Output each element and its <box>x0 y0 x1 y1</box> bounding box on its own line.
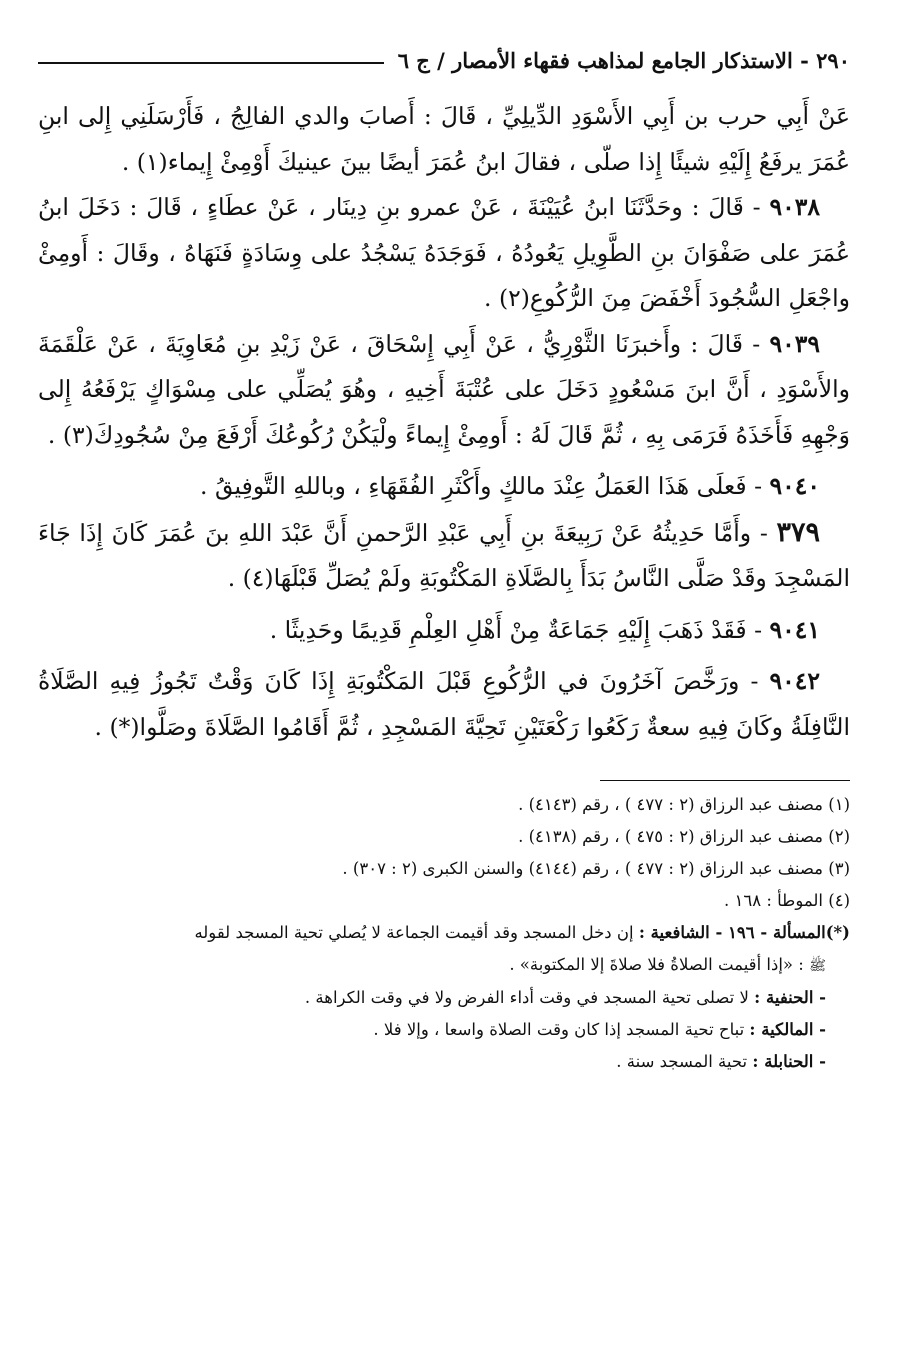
footnote-2: (٢) مصنف عبد الرزاق (٢ : ٤٧٥ ) ، رقم (٤١٣٨) . <box>518 827 850 846</box>
page-header <box>38 40 850 80</box>
paragraph-number: ٩٠٣٨ <box>769 193 820 221</box>
footnotes <box>38 789 850 1078</box>
paragraph-379: ٣٧٩ - وأَمَّا حَدِيثُهُ عَنْ رَبِيعَةَ بنِ أَبِي عَبْدِ الرَّحمنِ أَنَّ عَبْدَ اللهِ بنَ عُمَرَ كَانَ إِذَا جَاءَ المَسْجِدَ وقَدْ صَلَّى النَّاسُ بَدَأَ بِالصَّلَاةِ المَكْتُوبَةِ ولَمْ يُصَلِّ قَبْلَهَا(٤) . <box>38 516 850 592</box>
hadith-quote: : «إذا أقيمت الصلاةُ فلا صلاةَ إلا المكتوبة» . <box>509 955 804 974</box>
footnote-divider <box>600 780 850 781</box>
paragraph-9038: ٩٠٣٨ - قَالَ : وحَدَّثَنَا ابنُ عُيَيْنَةَ ، عَنْ عمرو بنِ دِينَار ، عَنْ عطَاءٍ ، قَالَ : دَخَلَ ابنُ عُمَرَ على صَفْوَانَ بنِ الطَّوِيلِ يَعُودُهُ ، فَوَجَدَهُ يَسْجُدُ على وِسَادَةٍ فَنَهَاهُ ، وقَالَ : أَومِئْ واجْعَلِ السُّجُودَ أَخْفَضَ مِنَ الرُّكُوعِ(٢) . <box>38 193 850 312</box>
book-page <box>38 40 850 1350</box>
masala-hadith <box>38 949 850 982</box>
paragraph-9040: ٩٠٤٠ - فَعلَى هَذَا العَمَلُ عِنْدَ مالكٍ وأَكْثَرِ الفُقَهَاءِ ، وباللهِ التَّوفِيقُ . <box>200 472 820 500</box>
madhhab-label: - المالكية : <box>749 1020 826 1039</box>
masala-note <box>38 917 850 949</box>
paragraph-text: فَقَدْ ذَهَبَ إِلَيْهِ جَمَاعَةٌ مِنْ أَهْلِ العِلْمِ قَدِيمًا وحَدِيثًا . <box>269 615 747 644</box>
paragraph-text: وأَمَّا حَدِيثُهُ عَنْ رَبِيعَةَ بنِ أَبِي عَبْدِ الرَّحمنِ أَنَّ عَبْدَ اللهِ بنَ عُمَرَ كَانَ إِذَا جَاءَ المَسْجِدَ وقَدْ صَلَّى النَّاسُ بَدَأَ بِالصَّلَاةِ المَكْتُوبَةِ ولَمْ يُصَلِّ قَبْلَهَا(٤) . <box>38 518 850 592</box>
paragraph-9042: ٩٠٤٢ - ورَخَّصَ آخَرُونَ في الرُّكُوعِ قَبْلَ المَكْتُوبَةِ إِذَا كَانَ وَقْتٌ تَجُوزُ فِيهِ الصَّلَاةُ النَّافِلَةُ وكَانَ فِيهِ سعةٌ رَكَعُوا رَكْعَتَيْنِ تَحِيَّةَ المَسْجِدِ ، ثُمَّ أَقَامُوا الصَّلَاةَ وصَلَّوا(*) . <box>38 667 850 741</box>
paragraph-number: ٩٠٣٩ <box>769 329 820 358</box>
paragraph-text: قَالَ : وحَدَّثَنَا ابنُ عُيَيْنَةَ ، عَنْ عمرو بنِ دِينَار ، عَنْ عطَاءٍ ، قَالَ : دَخَلَ ابنُ عُمَرَ على صَفْوَانَ بنِ الطَّوِيلِ يَعُودُهُ ، فَوَجَدَهُ يَسْجُدُ على وِسَادَةٍ فَنَهَاهُ ، وقَالَ : أَومِئْ واجْعَلِ السُّجُودَ أَخْفَضَ مِنَ الرُّكُوعِ(٢) . <box>38 193 850 312</box>
footnote-1: (١) مصنف عبد الرزاق (٢ : ٤٧٧ ) ، رقم (٤١٤٣) . <box>518 795 850 814</box>
paragraph-9041: ٩٠٤١ - فَقَدْ ذَهَبَ إِلَيْهِ جَمَاعَةٌ مِنْ أَهْلِ العِلْمِ قَدِيمًا وحَدِيثًا . <box>269 615 820 644</box>
madhhab-hanafi <box>38 982 850 1014</box>
paragraph-9039: ٩٠٣٩ - قَالَ : وأَخبرَنَا الثَّوْرِيُّ ، عَنْ أَبِي إِسْحَاقَ ، عَنْ زَيْدِ بنِ مُعَاوِيَةَ ، عَنْ عَلْقَمَةَ والأَسْوَدِ ، أَنَّ ابنَ مَسْعُودٍ دَخَلَ على عُتْبَةَ أَخِيهِ ، وهُوَ يُصَلِّي على مِسْوَاكٍ يَرْفَعُهُ إِلى وَجْهِهِ فَأَخَذَهُ فَرَمَى بِهِ ، ثُمَّ قَالَ لَهُ : أَومِئْ إِيماءً ولْيَكُنْ رُكُوعُكَ أَرْفَعَ مِنْ سُجُودِكَ(٣) . <box>38 329 850 449</box>
madhhab-text: لا تصلى تحية المسجد في وقت أداء الفرض ولا في وقت الكراهة . <box>304 988 749 1007</box>
footnote-4: (٤) الموطأ : ١٦٨ . <box>724 891 850 910</box>
madhhab-text: تباح تحية المسجد إذا كان وقت الصلاة واسعا ، وإلا فلا . <box>373 1020 745 1039</box>
paragraph-text: قَالَ : وأَخبرَنَا الثَّوْرِيُّ ، عَنْ أَبِي إِسْحَاقَ ، عَنْ زَيْدِ بنِ مُعَاوِيَةَ ، عَنْ عَلْقَمَةَ والأَسْوَدِ ، أَنَّ ابنَ مَسْعُودٍ دَخَلَ على عُتْبَةَ أَخِيهِ ، وهُوَ يُصَلِّي على مِسْوَاكٍ يَرْفَعُهُ إِلى وَجْهِهِ فَأَخَذَهُ فَرَمَى بِهِ ، ثُمَّ قَالَ لَهُ : أَومِئْ إِيماءً ولْيَكُنْ رُكُوعُكَ أَرْفَعَ مِنْ سُجُودِكَ(٣) . <box>38 329 850 449</box>
footnote-3: (٣) مصنف عبد الرزاق (٢ : ٤٧٧ ) ، رقم (٤١٤٤) والسنن الكبرى (٢ : ٣٠٧) . <box>342 859 850 878</box>
honorific-glyph: ﷺ <box>809 958 826 974</box>
madhhab-text: تحية المسجد سنة . <box>616 1052 748 1071</box>
hadith-number: ٣٧٩ <box>776 516 820 548</box>
madhhab-maliki <box>38 1014 850 1046</box>
paragraph-text: ورَخَّصَ آخَرُونَ في الرُّكُوعِ قَبْلَ المَكْتُوبَةِ إِذَا كَانَ وَقْتٌ تَجُوزُ فِيهِ الصَّلَاةُ النَّافِلَةُ وكَانَ فِيهِ سعةٌ رَكَعُوا رَكْعَتَيْنِ تَحِيَّةَ المَسْجِدِ ، ثُمَّ أَقَامُوا الصَّلَاةَ وصَلَّوا(*) . <box>38 667 850 741</box>
masala-text: إن دخل المسجد وقد أقيمت الجماعة لا يُصلي تحية المسجد لقوله <box>194 923 634 942</box>
paragraph-intro <box>38 94 850 185</box>
madhhab-label: - الحنفية : <box>754 988 826 1007</box>
header-rule <box>38 62 384 64</box>
running-title: ٢٩٠ - الاستذكار الجامع لمذاهب فقهاء الأمصار / ج ٦ <box>397 47 850 73</box>
madhhab-hanbali <box>38 1046 850 1078</box>
paragraph-number: ٩٠٤٢ <box>769 667 820 695</box>
masala-lead: (*)المسألة - ١٩٦ - الشافعية : <box>638 923 850 942</box>
paragraph-text: عَنْ أَبِي حرب بن أَبِي الأَسْوَدِ الدِّيلِيِّ ، قَالَ : أَصابَ والدي الفالِجُ ، فَأَرْسَلَنِي إِلى ابنِ عُمَرَ يرفَعُ إِلَيْهِ شيئًا إِذا صلّى ، فقالَ ابنُ عُمَرَ أيضًا بينَ عينيكَ أَوْمِئْ إِيماء(١) . <box>38 102 850 176</box>
paragraph-text: فَعلَى هَذَا العَمَلُ عِنْدَ مالكٍ وأَكْثَرِ الفُقَهَاءِ ، وباللهِ التَّوفِيقُ . <box>200 472 747 500</box>
paragraph-number: ٩٠٤١ <box>769 615 820 644</box>
madhhab-label: - الحنابلة : <box>752 1052 826 1071</box>
main-text <box>38 94 850 750</box>
paragraph-number: ٩٠٤٠ <box>769 472 820 500</box>
